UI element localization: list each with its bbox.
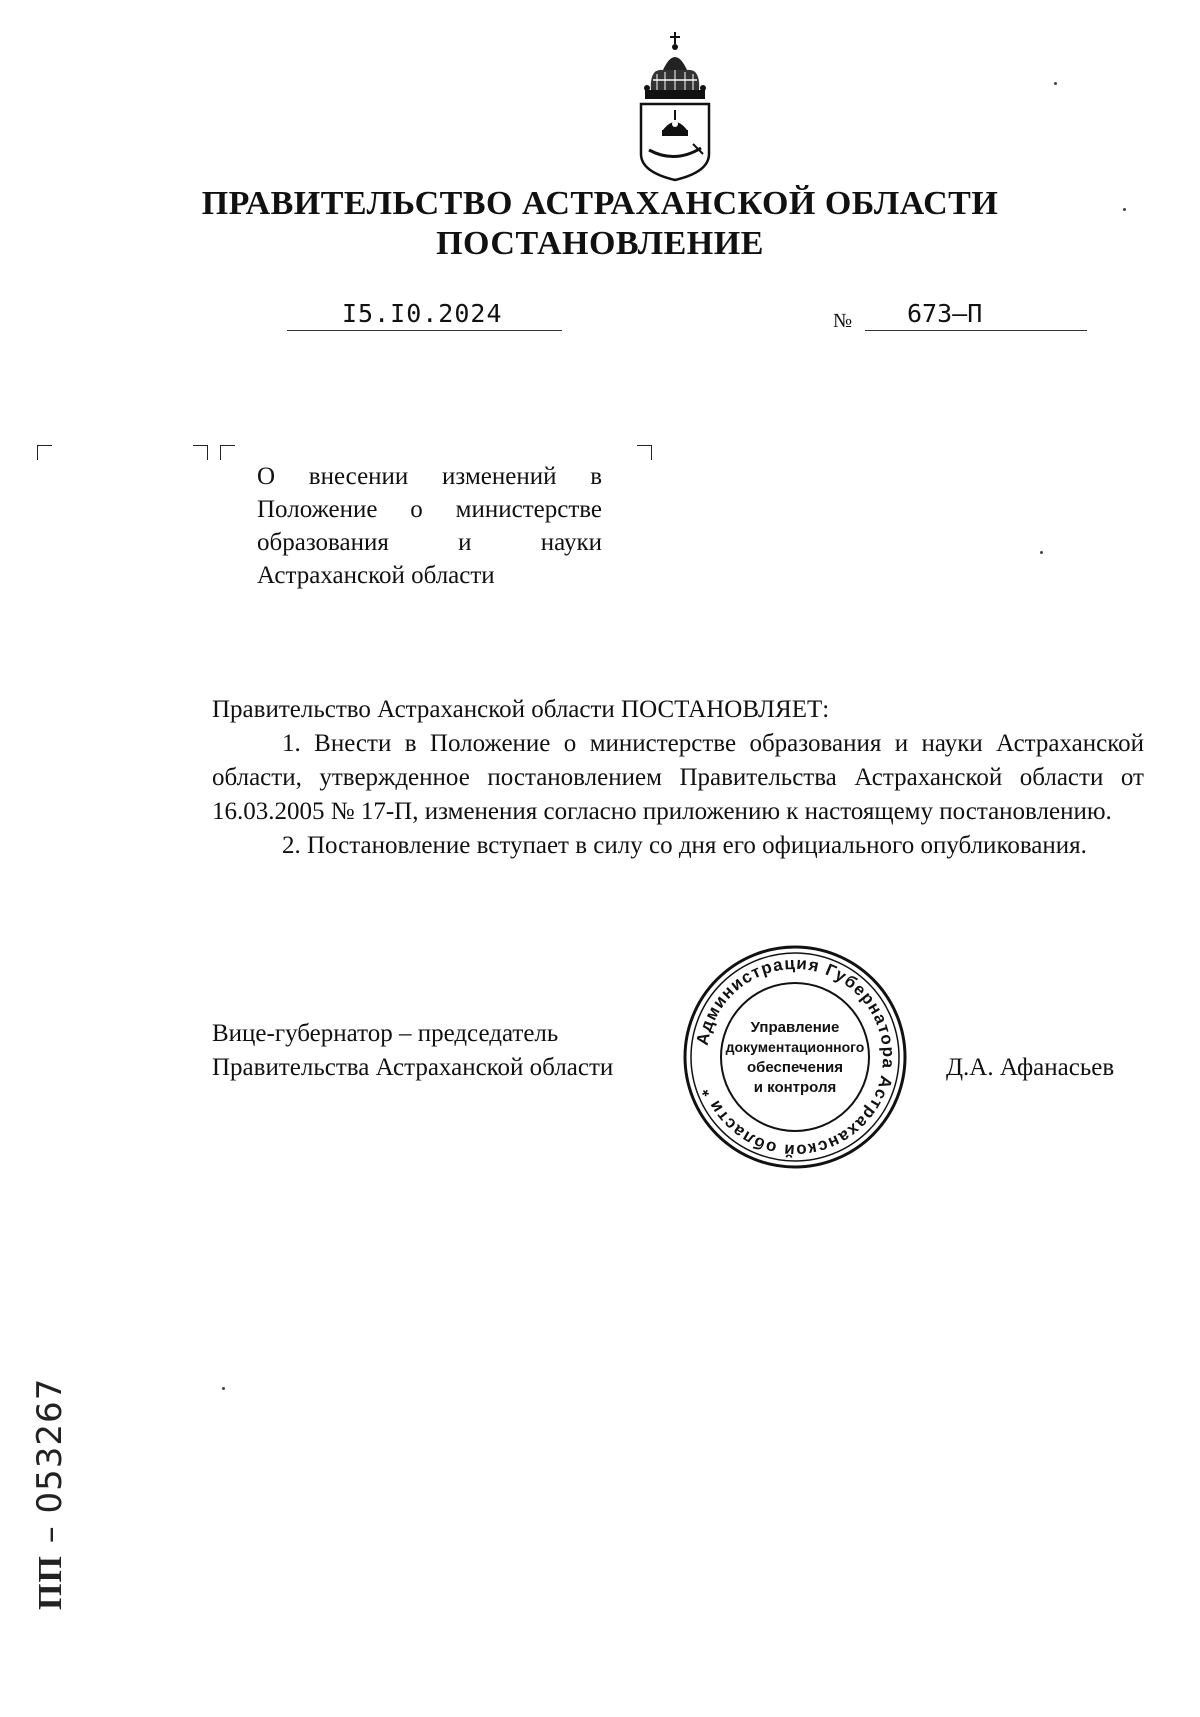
subject-corner-mark-end bbox=[637, 445, 652, 460]
body-item-1: 1. Внести в Положение о министерстве образования и науки Астраханской области, утвержденное постановлением Правительства Астраханской области от 16.03.2005 № 17-П, изменения согласно приложению к настоящему постановлению. bbox=[212, 730, 1144, 825]
serial-dash: – bbox=[30, 1513, 70, 1556]
signatory-name: Д.А. Афанасьев bbox=[946, 1054, 1115, 1081]
signatory-position-line-1: Вице-губернатор – председатель bbox=[212, 1020, 559, 1047]
number-label: № bbox=[833, 310, 853, 332]
document-date: I5.I0.2024 bbox=[287, 298, 562, 331]
stamp-inner-line-1: Управление bbox=[750, 1019, 840, 1036]
signatory-position-line-2: Правительства Астраханской области bbox=[212, 1054, 614, 1081]
scan-speck bbox=[1040, 551, 1043, 554]
document-subject: О внесении изменений в Положение о министерстве образования и науки Астраханской области bbox=[257, 463, 602, 589]
stamp-inner-line-2: документационного bbox=[725, 1039, 865, 1055]
margin-corner-mark bbox=[37, 445, 52, 460]
stamp-inner-line-3: обеспечения bbox=[746, 1059, 844, 1076]
scan-speck bbox=[1123, 208, 1126, 211]
serial-prefix: ПП bbox=[32, 1555, 69, 1610]
scan-speck bbox=[222, 1387, 225, 1390]
form-serial-number bbox=[30, 1378, 70, 1610]
signatory-position bbox=[212, 1017, 613, 1085]
document-type-title: ПОСТАНОВЛЕНИЕ bbox=[436, 225, 764, 262]
document-number: 673–П bbox=[865, 298, 1087, 331]
astrakhan-coat-of-arms-emblem bbox=[635, 30, 715, 182]
stamp-outer-text: Администрация Губернатора Астраханской области * bbox=[692, 953, 899, 1161]
preamble: Правительство Астраханской области ПОСТАНОВЛЯЕТ: bbox=[212, 696, 830, 723]
subject-corner-mark-right bbox=[220, 445, 235, 460]
stamp-inner-line-4: и контроля bbox=[753, 1079, 837, 1096]
serial-number: 053267 bbox=[30, 1377, 70, 1514]
document-body bbox=[212, 693, 1144, 863]
svg-text:Администрация Губернатора Астр bbox=[693, 954, 898, 1160]
scan-speck bbox=[1054, 82, 1057, 85]
government-title: ПРАВИТЕЛЬСТВО АСТРАХАНСКОЙ ОБЛАСТИ bbox=[201, 185, 999, 222]
body-item-2: 2. Постановление вступает в силу со дня его официального опубликования. bbox=[282, 832, 1087, 859]
subject-corner-mark-left bbox=[193, 445, 208, 460]
official-stamp bbox=[680, 942, 910, 1172]
